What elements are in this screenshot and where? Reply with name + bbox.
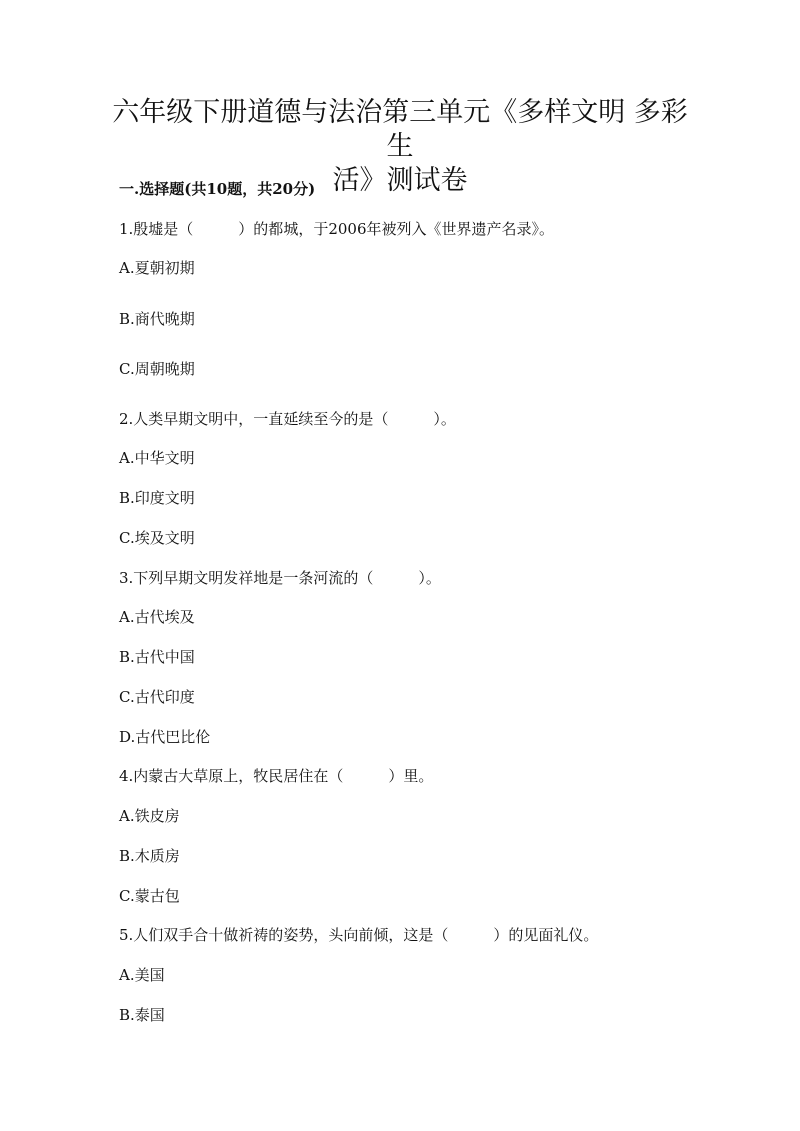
question-2-stem: 2.人类早期文明中，一直延续至今的是（ ）。 (119, 410, 456, 428)
question-4-stem: 4.内蒙古大草原上，牧民居住在（ ）里。 (119, 767, 434, 785)
question-2-option-a: A.中华文明 (119, 449, 195, 467)
question-3-option-b: B.古代中国 (119, 648, 195, 666)
question-1-stem: 1.殷墟是（ ）的都城，于2006年被列入《世界遗产名录》。 (119, 220, 554, 238)
question-3-option-c: C.古代印度 (119, 688, 195, 706)
question-4-option-c: C.蒙古包 (119, 887, 180, 905)
question-2-option-c: C.埃及文明 (119, 529, 195, 547)
question-2-option-b: B.印度文明 (119, 489, 195, 507)
question-4-option-a: A.铁皮房 (119, 807, 180, 825)
question-3-stem: 3.下列早期文明发祥地是一条河流的（ ）。 (119, 569, 441, 587)
question-5-option-b: B.泰国 (119, 1006, 165, 1024)
section-header: 一.选择题(共10题，共20分) (119, 180, 316, 198)
question-3-option-a: A.古代埃及 (119, 608, 195, 626)
question-1-option-c: C.周朝晚期 (119, 360, 195, 378)
question-1-option-b: B.商代晚期 (119, 310, 195, 328)
question-5-option-a: A.美国 (119, 966, 165, 984)
question-1-option-a: A.夏朝初期 (119, 259, 195, 277)
title-line-1: 六年级下册道德与法治第三单元《多样文明 多彩生 (112, 97, 688, 162)
title-line-2: 活》测试卷 (332, 165, 468, 196)
question-4-option-b: B.木质房 (119, 847, 180, 865)
question-5-stem: 5.人们双手合十做祈祷的姿势，头向前倾，这是（ ）的见面礼仪。 (119, 926, 599, 944)
question-3-option-d: D.古代巴比伦 (119, 728, 211, 746)
